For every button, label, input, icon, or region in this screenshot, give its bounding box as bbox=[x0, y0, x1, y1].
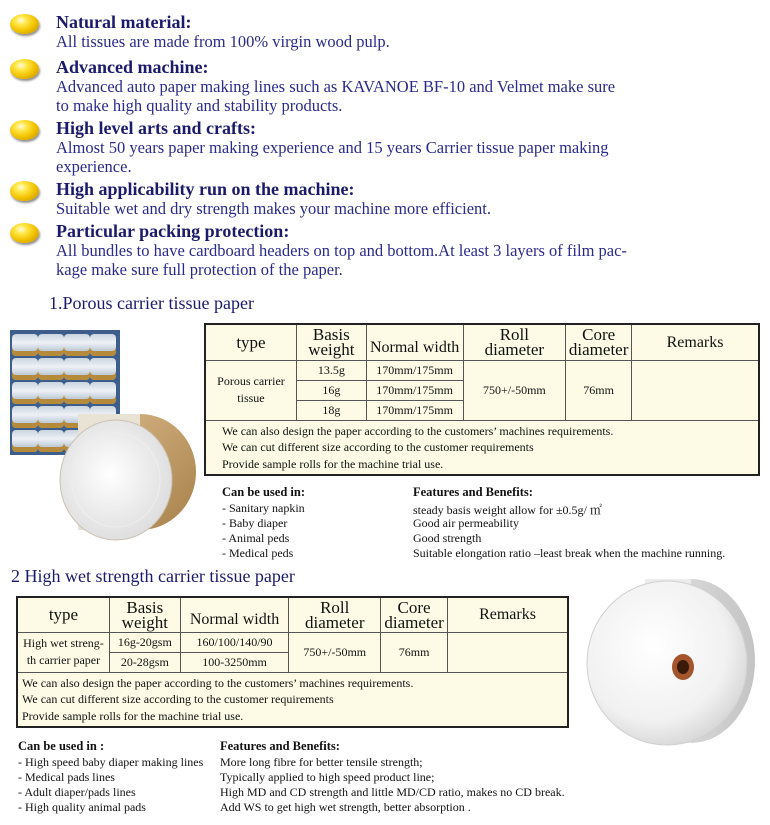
core-diameter-cell: 76mm bbox=[381, 632, 448, 672]
header-normal-width: Normal width bbox=[180, 597, 289, 632]
basis-weight-cell: 16g-20gsm bbox=[109, 632, 180, 652]
header-remarks: Remarks bbox=[448, 597, 568, 632]
header-roll-diameter: Roll diameter bbox=[463, 324, 566, 360]
benefits-title: Features and Benefits: bbox=[220, 739, 340, 753]
benefit-item: Suitable elongation ratio –least break when the machine running. bbox=[413, 546, 726, 560]
header-roll-diameter: Roll diameter bbox=[289, 597, 381, 632]
paper-roll-image bbox=[58, 410, 198, 545]
feature-text: Advanced auto paper making lines such as KAVANOE BF-10 and Velmet make sure to make high quality and stability products. bbox=[56, 77, 616, 115]
width-cell: 170mm/175mm bbox=[366, 380, 463, 400]
basis-weight-cell: 13.5g bbox=[296, 360, 366, 380]
benefit-item: steady basis weight allow for ±0.5g/ ㎡ bbox=[413, 503, 602, 517]
product-name-cell: Porous carrier tissue bbox=[205, 360, 296, 420]
feature-title: Particular packing protection: bbox=[56, 221, 290, 241]
width-cell: 170mm/175mm bbox=[366, 400, 463, 420]
use-item: - Baby diaper bbox=[222, 516, 288, 530]
use-item: - High quality animal pads bbox=[18, 800, 146, 814]
core-diameter-cell: 76mm bbox=[566, 360, 632, 420]
basis-weight-cell: 20-28gsm bbox=[109, 652, 180, 672]
high-wet-spec-table bbox=[16, 596, 569, 728]
remarks-cell bbox=[632, 360, 759, 420]
use-item: - Sanitary napkin bbox=[222, 501, 305, 515]
benefit-item: Add WS to get high wet strength, better absorption . bbox=[220, 800, 471, 814]
basis-weight-cell: 16g bbox=[296, 380, 366, 400]
yellow-bullet-icon bbox=[10, 223, 39, 243]
use-item: - Adult diaper/pads lines bbox=[18, 785, 136, 799]
benefit-item: Good strength bbox=[413, 531, 482, 545]
yellow-bullet-icon bbox=[10, 120, 39, 140]
header-core-diameter: Core diameter bbox=[566, 324, 632, 360]
section-title-porous: 1.Porous carrier tissue paper bbox=[49, 293, 254, 313]
header-core-diameter: Core diameter bbox=[381, 597, 448, 632]
width-cell: 160/100/140/90 bbox=[180, 632, 289, 652]
uses-title: Can be used in : bbox=[18, 739, 105, 753]
width-cell: 100-3250mm bbox=[180, 652, 289, 672]
feature-text: Suitable wet and dry strength makes your machine more efficient. bbox=[56, 199, 491, 218]
feature-text: All tissues are made from 100% virgin wood pulp. bbox=[56, 32, 390, 51]
header-basis-weight: Basis weight bbox=[109, 597, 180, 632]
roll-diameter-cell: 750+/-50mm bbox=[463, 360, 566, 420]
notes-cell: We can also design the paper according to the customers’ machines requirements. We can cut different size according to the customer requirements Provide sample rolls for the machine trial use. bbox=[17, 672, 568, 727]
width-cell: 170mm/175mm bbox=[366, 360, 463, 380]
roll-diameter-cell: 750+/-50mm bbox=[289, 632, 381, 672]
benefits-title: Features and Benefits: bbox=[413, 485, 533, 499]
feature-text: All bundles to have cardboard headers on top and bottom.At least 3 layers of film pac- kage make sure full protection of the paper. bbox=[56, 241, 627, 279]
benefit-item: High MD and CD strength and little MD/CD ratio, makes no CD break. bbox=[220, 785, 565, 799]
use-item: - Medical pads lines bbox=[18, 770, 115, 784]
yellow-bullet-icon bbox=[10, 14, 39, 34]
header-basis-weight: Basis weight bbox=[296, 324, 366, 360]
section-title-high-wet: 2 High wet strength carrier tissue paper bbox=[11, 566, 295, 586]
header-type: type bbox=[17, 597, 109, 632]
basis-weight-cell: 18g bbox=[296, 400, 366, 420]
use-item: - Medical peds bbox=[222, 546, 294, 560]
yellow-bullet-icon bbox=[10, 181, 39, 201]
feature-text: Almost 50 years paper making experience and 15 years Carrier tissue paper making experience. bbox=[56, 138, 609, 176]
porous-spec-table bbox=[204, 323, 760, 476]
notes-cell: We can also design the paper according to the customers’ machines requirements. We can cut different size according to the customer requirements Provide sample rolls for the machine trial use. bbox=[205, 420, 759, 475]
feature-title: Natural material: bbox=[56, 12, 192, 32]
feature-title: High level arts and crafts: bbox=[56, 118, 256, 138]
header-normal-width: Normal width bbox=[366, 324, 463, 360]
remarks-cell bbox=[448, 632, 568, 672]
uses-title: Can be used in: bbox=[222, 485, 306, 499]
product-name-cell: High wet streng- th carrier paper bbox=[17, 632, 109, 672]
benefit-item: Good air permeability bbox=[413, 516, 519, 530]
benefit-item: More long fibre for better tensile strength; bbox=[220, 755, 423, 769]
feature-title: High applicability run on the machine: bbox=[56, 179, 355, 199]
header-type: type bbox=[205, 324, 296, 360]
feature-title: Advanced machine: bbox=[56, 57, 209, 77]
benefit-item: Typically applied to high speed product line; bbox=[220, 770, 435, 784]
use-item: - High speed baby diaper making lines bbox=[18, 755, 204, 769]
header-remarks: Remarks bbox=[632, 324, 759, 360]
use-item: - Animal peds bbox=[222, 531, 290, 545]
yellow-bullet-icon bbox=[10, 59, 39, 79]
white-paper-roll-image bbox=[583, 577, 758, 747]
